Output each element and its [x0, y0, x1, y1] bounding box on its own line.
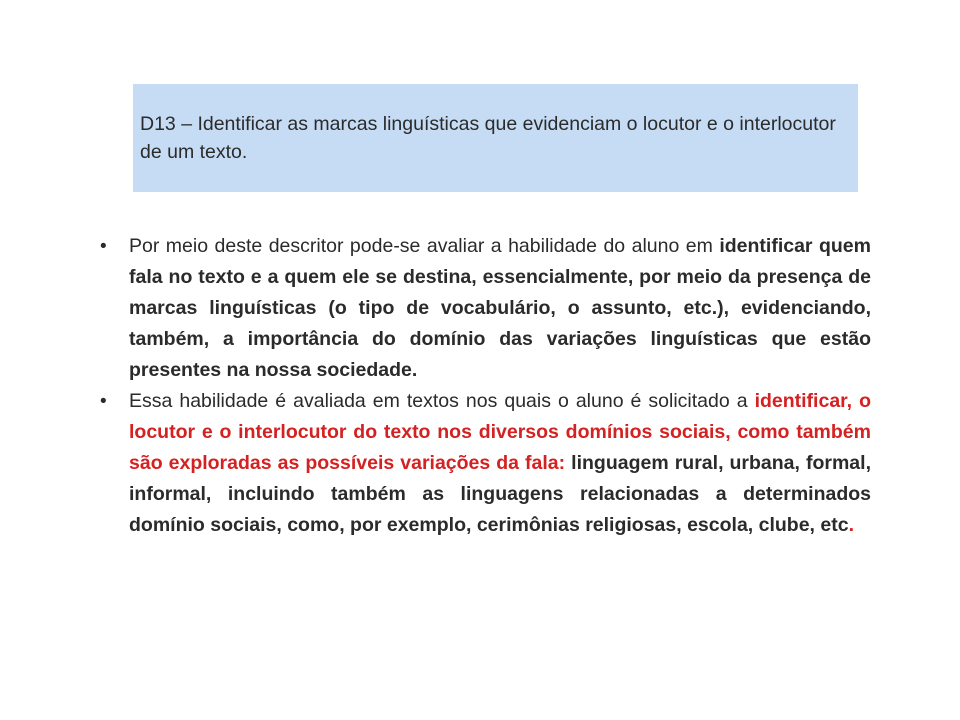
bullet-2-red-text: identificar, o locutor e o interlocutor do texto nos diversos domínios sociais, como também são exploradas as possíveis variações da fala:: [129, 390, 872, 474]
bullet-1-plain-text: Por meio deste descritor pode-se avaliar a habilidade do aluno em: [129, 235, 720, 257]
bullet-dot-icon: •: [100, 236, 107, 257]
bullet-2-plain-text: Essa habilidade é avaliada em textos nos quais o aluno é solicitado a: [129, 390, 755, 412]
bullet-1-bold-text: identificar quem fala no texto e a quem ele se destina, essencialmente, por meio da presença de marcas linguísticas (o tipo de vocabulário, o assunto, etc.), evidenciando, também, a importância do domínio das variações linguísticas que estão presentes na nossa sociedade.: [129, 235, 871, 381]
bullet-2-red-period: .: [848, 514, 854, 536]
bullet-list: [100, 231, 871, 541]
bullet-2-bold-text: linguagem rural, urbana, formal, informal, incluindo também as linguagens relacionadas a determinados domínio sociais, como, por exemplo, cerimônias religiosas, escola, clube, etc: [129, 452, 871, 536]
bullet-item-2: [100, 386, 871, 541]
bullet-dot-icon: •: [100, 391, 107, 412]
bullet-item-1: [100, 231, 871, 386]
descriptor-title-text: D13 – Identificar as marcas linguísticas que evidenciam o locutor e o interlocutor de um texto.: [140, 113, 836, 163]
descriptor-title-box: [133, 84, 858, 192]
